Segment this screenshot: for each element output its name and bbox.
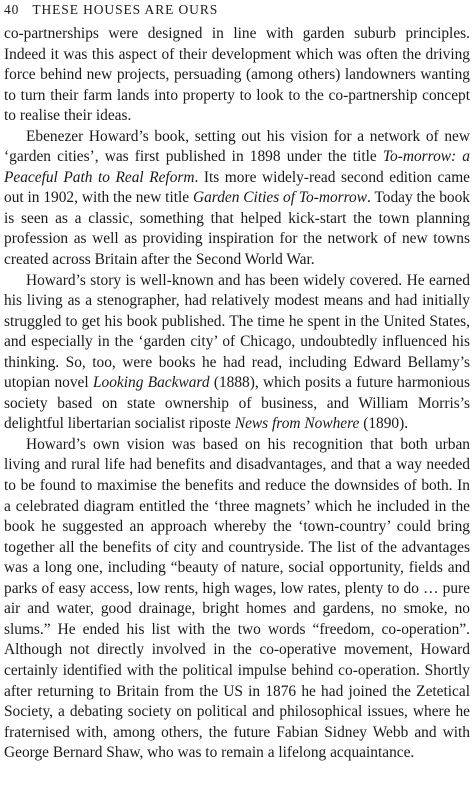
running-title: THESE HOUSES ARE OURS: [32, 2, 219, 17]
book-title-italic: News from Nowhere: [234, 415, 360, 433]
book-title-italic: Garden Cities of To-morrow: [192, 189, 368, 207]
paragraph: [4, 435, 470, 764]
text-run: Howard’s own vision was based on his recognition that both urban living and rural life had benefits and disadvantages, and that a way needed to be found to maximise the benefits and reduce the downsides of both. In a celebrated diagram entitled the ‘three magnets’ which he included in the book he suggested an approach whereby the ‘town-country’ could bring together all the benefits of city and countryside. The list of the advantages was a long one, including “beauty of nature, social opportunity, fields and parks of easy access, low rents, high wages, low rates, plenty to do … pure air and water, good drainage, bright homes and gardens, no smoke, no slums.” He ended his list with the two words “freedom, co-operation”. Although not directly involved in the co-operative movement, Howard certainly identified with the political impulse behind co-operation. Shortly after returning to Britain from the US in 1876 he had joined the Zetetical Society, a debating society on political and philosophical issues, where he fraternised with, among others, the future Fabian Sidney Webb and with George Bernard Shaw, who was to remain a lifelong acquaintance.: [4, 435, 470, 762]
book-page: [4, 0, 470, 800]
text-run: Ebenezer Howard’s book, setting out his vision for a network of new ‘garden cities’, was first published in 1898 under the title: [4, 127, 470, 166]
text-run: co-partnerships were designed in line with garden suburb principles. Indeed it was this aspect of their development which was often the driving force behind new projects, persuading (among others) landowners wanting to turn their farm lands into property to look to the co-partnership concept to realise their ideas.: [4, 25, 470, 125]
text-run: (1890).: [359, 415, 409, 433]
text-run: . Its more widely-read second edition came out in 1902, with the new title: [4, 168, 470, 207]
text-run: (1888), which posits a future harmonious society based on state ownership of business, and William Morris’s delightful libertarian socialist riposte: [4, 374, 470, 433]
paragraph: [4, 271, 470, 435]
body-text: [4, 24, 470, 764]
book-title-italic: Looking Backward: [92, 374, 210, 392]
text-run: . Today the book is seen as a classic, something that helped kick-start the town planning profession as well as providing inspiration for the network of new towns created across Britain after the Second World War.: [4, 189, 470, 269]
paragraph: [4, 24, 470, 127]
paragraph: [4, 127, 470, 271]
page-number: 40: [4, 2, 20, 17]
text-run: Howard’s story is well-known and has been widely covered. He earned his living as a stenographer, had relatively modest means and had initially struggled to get his book published. The time he spent in the United States, and especially in the ‘garden city’ of Chicago, undoubtedly influenced his thinking. So, too, were books he had read, including Edward Bellamy’s utopian novel: [4, 271, 470, 392]
book-title-italic: To-morrow: a Peaceful Path to Real Reform: [4, 148, 470, 186]
running-header: [4, 2, 218, 18]
